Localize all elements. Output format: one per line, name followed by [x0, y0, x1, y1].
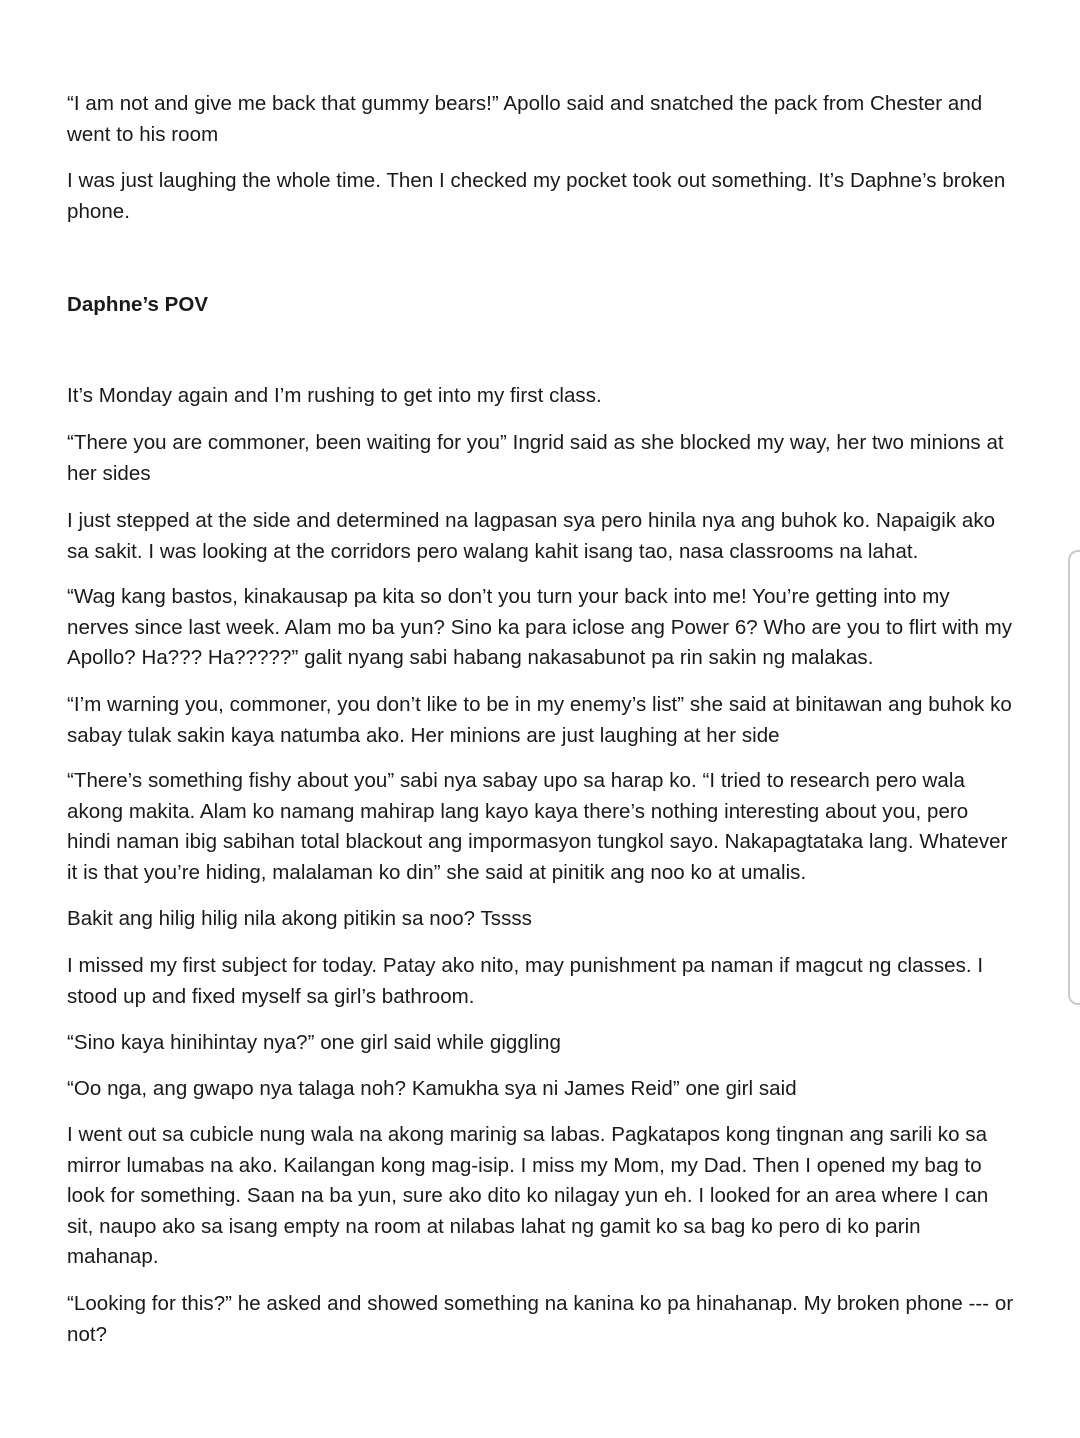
paragraph-hair-pulled: I just stepped at the side and determined na lagpasan sya pero hinila nya ang buhok ko. Napaigik ako sa sakit. I was looking at the corridors pero walang kahit isang tao, nasa classrooms na lahat. — [67, 509, 996, 563]
paragraph-broken-phone: I was just laughing the whole time. Then I checked my pocket took out something. It’s Daphne’s broken phone. — [67, 169, 1006, 223]
paragraph-missed-subject: I missed my first subject for today. Patay ako nito, may punishment pa naman if magcut ng classes. I stood up and fixed myself sa girl’s bathroom. — [67, 954, 984, 1008]
paragraph-cubicle: I went out sa cubicle nung wala na akong marinig sa labas. Pagkatapos kong tingnan ang sarili ko sa mirror lumabas na ako. Kailangan kong mag-isip. I miss my Mom, my Dad. Then I opened my bag to look for something. Saan na ba yun, sure ako dito ko nilagay yun eh. I looked for an area where I can sit, naupo ako sa isang empty na room at nilabas lahat ng gamit ko sa bag ko pero di ko parin mahanap. — [67, 1123, 989, 1268]
paragraph-monday: It’s Monday again and I’m rushing to get into my first class. — [67, 384, 602, 407]
paragraph-warning: “I’m warning you, commoner, you don’t like to be in my enemy’s list” she said at binitawan ang buhok ko sabay tulak sakin kaya natumba ako. Her minions are just laughing at her side — [67, 693, 1012, 747]
paragraph-sino-kaya: “Sino kaya hinihintay nya?” one girl said while giggling — [67, 1031, 561, 1054]
paragraph-oo-nga: “Oo nga, ang gwapo nya talaga noh? Kamukha sya ni James Reid” one girl said — [67, 1077, 797, 1100]
paragraph-something-fishy: “There’s something fishy about you” sabi nya sabay upo sa harap ko. “I tried to research pero wala akong makita. Alam ko namang mahirap lang kayo kaya there’s nothing interesting about you, pero hindi naman ibig sabihan total blackout ang impormasyon tungkol sayo. Nakapagtataka lang. Whatever it is that you’re hiding, malalaman ko din” she said at pinitik ang noo ko at umalis. — [67, 769, 1008, 884]
paragraph-pitikin: Bakit ang hilig hilig nila akong pitikin sa noo? Tssss — [67, 907, 532, 930]
paragraph-wag-kang-bastos: “Wag kang bastos, kinakausap pa kita so don’t you turn your back into me! You’re getting into my nerves since last week. Alam mo ba yun? Sino ka para iclose ang Power 6? Who are you to flirt with my Apollo? Ha??? Ha?????” galit nyang sabi habang nakasabunot pa rin sakin ng malakas. — [67, 585, 1013, 669]
paragraph-ingrid-blocks: “There you are commoner, been waiting for you” Ingrid said as she blocked my way, her two minions at her sides — [67, 431, 1004, 485]
paragraph-apollo-gummy-bears: “I am not and give me back that gummy bears!” Apollo said and snatched the pack from Chester and went to his room — [67, 92, 983, 146]
paragraph-looking-for-this: “Looking for this?” he asked and showed something na kanina ko pa hinahanap. My broken phone --- or not? — [67, 1292, 1014, 1346]
scrollbar[interactable] — [1068, 550, 1080, 1005]
section-heading-daphne-pov: Daphne’s POV — [67, 293, 209, 316]
